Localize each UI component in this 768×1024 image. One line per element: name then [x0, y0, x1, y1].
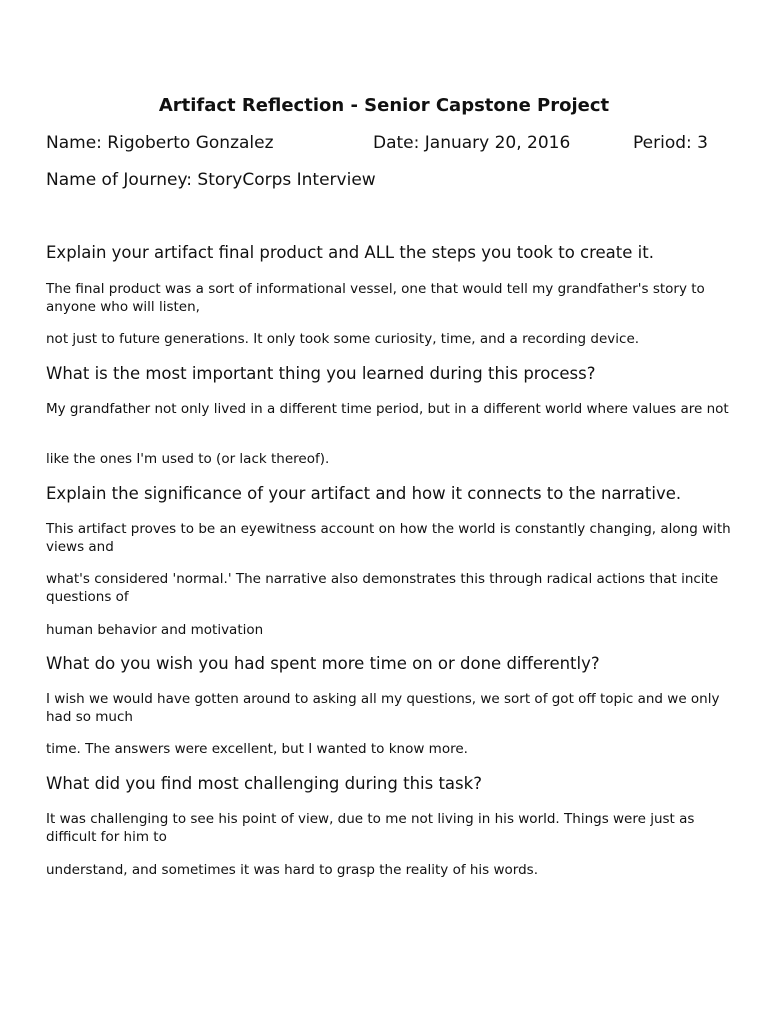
journey-name: Name of Journey: StoryCorps Interview	[46, 170, 376, 190]
question-heading: Explain the significance of your artifact and how it connects to the narrative.	[46, 484, 682, 503]
question-heading: What do you wish you had spent more time on or done differently?	[46, 654, 600, 673]
answer-paragraph: not just to future generations. It only took some curiosity, time, and a recording device.	[46, 331, 640, 347]
answer-paragraph: human behavior and motivation	[46, 622, 264, 638]
answer-paragraph: It was challenging to see his point of view, due to me not living in his world. Things were just as difficult for him to	[46, 811, 695, 845]
question-heading: What did you find most challenging during this task?	[46, 774, 482, 793]
submission-date: Date: January 20, 2016	[373, 133, 571, 153]
answer-paragraph: like the ones I'm used to (or lack thereof).	[46, 451, 330, 467]
class-period: Period: 3	[633, 133, 708, 153]
answer-paragraph: understand, and sometimes it was hard to grasp the reality of his words.	[46, 862, 539, 878]
student-name: Name: Rigoberto Gonzalez	[46, 133, 274, 153]
answer-paragraph: time. The answers were excellent, but I wanted to know more.	[46, 741, 468, 757]
answer-paragraph: what's considered 'normal.' The narrative also demonstrates this through radical actions that incite questions of	[46, 571, 719, 605]
question-heading: What is the most important thing you learned during this process?	[46, 364, 596, 383]
question-heading: Explain your artifact final product and ALL the steps you took to create it.	[46, 243, 654, 262]
answer-paragraph: I wish we would have gotten around to asking all my questions, we sort of got off topic and we only had so much	[46, 691, 720, 725]
answer-paragraph: The final product was a sort of informational vessel, one that would tell my grandfather's story to anyone who will listen,	[46, 281, 705, 315]
answer-paragraph: This artifact proves to be an eyewitness account on how the world is constantly changing, along with views and	[46, 521, 731, 555]
document-title: Artifact Reflection - Senior Capstone Project	[158, 95, 610, 116]
answer-paragraph: My grandfather not only lived in a different time period, but in a different world where values are not	[46, 401, 729, 417]
